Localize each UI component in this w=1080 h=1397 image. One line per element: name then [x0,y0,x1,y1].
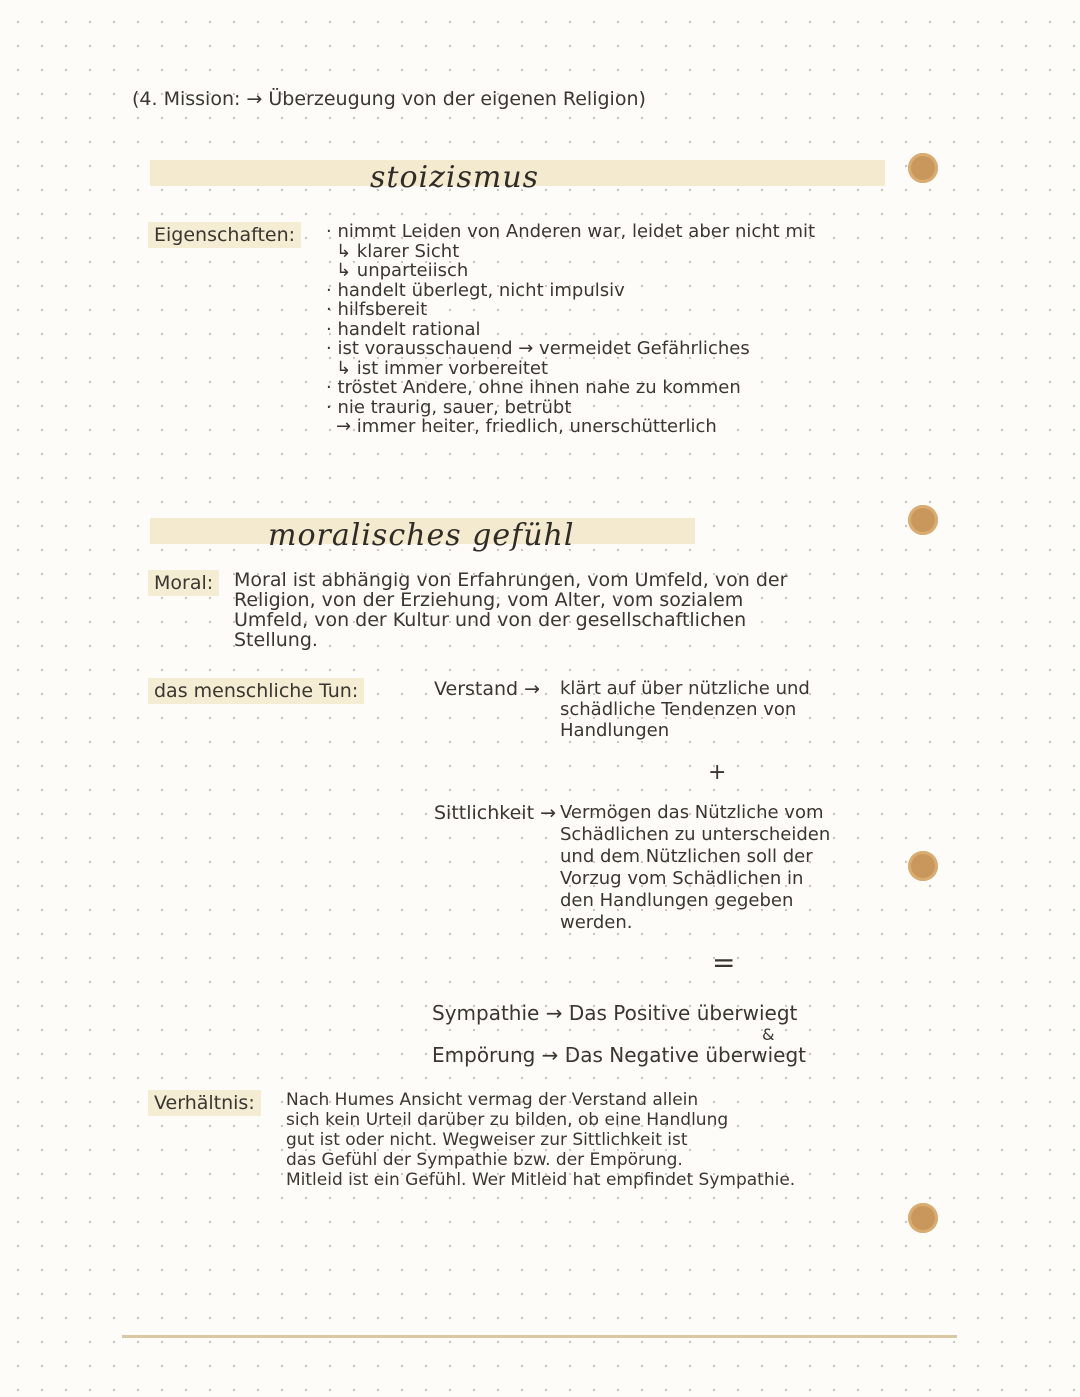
list-item: ↳ unparteiisch [336,260,469,281]
header-note-text: (4. Mission: → Überzeugung von der eigenen Religion) [132,88,646,110]
binder-hole-icon [908,505,938,535]
list-item: · nimmt Leiden von Anderen war, leidet aber nicht mit [326,221,816,242]
and-sign: & [762,1025,775,1044]
binder-hole-icon [908,1203,938,1233]
list-item: · ist vorausschauend → vermeidet Gefährliches [326,338,750,359]
verstand-line: schädliche Tendenzen von [560,699,797,720]
list-item: · hilfsbereit [326,299,428,320]
verhaeltnis-label: Verhältnis: [148,1090,261,1116]
list-item: ↳ ist immer vorbereitet [336,357,549,379]
moral-line: Stellung. [234,629,318,651]
verstand-text [560,678,810,741]
list-item: · tröstet Andere, ohne ihnen nahe zu kommen [326,377,741,398]
eigenschaften-list [326,222,815,437]
sittlichkeit-text [560,802,830,934]
moral-label: Moral: [148,570,219,596]
moral-line: Religion, von der Erziehung, vom Alter, vom sozialem [234,589,744,611]
verstand-line: klärt auf über nützliche und [560,678,810,699]
tun-label: das menschliche Tun: [148,678,364,704]
verhaeltnis-line: sich kein Urteil darüber zu bilden, ob eine Handlung [286,1110,729,1130]
verstand-line: Handlungen [560,720,670,741]
plus-sign: + [708,760,727,785]
list-item: · handelt rational [326,318,481,340]
section-title-stoizismus: stoizismus [370,160,540,195]
sittlichkeit-term: Sittlichkeit → [434,802,556,824]
sittlichkeit-line: Vermögen das Nützliche vom [560,802,824,823]
header-note [132,88,646,110]
list-item: · handelt überlegt, nicht impulsiv [326,279,625,301]
binder-hole-icon [908,153,938,183]
moral-line: Moral ist abhängig von Erfahrungen, vom Umfeld, von der [234,569,788,591]
moral-text [234,570,787,650]
sittlichkeit-line: werden. [560,912,633,933]
eigenschaften-label: Eigenschaften: [148,222,301,248]
verhaeltnis-line: Nach Humes Ansicht vermag der Verstand allein [286,1090,699,1110]
sympathie-line: Sympathie → Das Positive überwiegt [432,1001,798,1025]
list-item: → immer heiter, friedlich, unerschütterlich [336,416,717,437]
verhaeltnis-line: gut ist oder nicht. Wegweiser zur Sittlichkeit ist [286,1130,688,1150]
sittlichkeit-line: Schädlichen zu unterscheiden [560,824,831,845]
emporung-line: Empörung → Das Negative überwiegt [432,1043,806,1067]
moral-line: Umfeld, von der Kultur und von der gesellschaftlichen [234,609,747,631]
sittlichkeit-line: und dem Nützlichen soll der [560,846,813,867]
sittlichkeit-line: Vorzug vom Schädlichen in [560,868,804,889]
list-item: ↳ klarer Sicht [336,240,460,262]
sittlichkeit-line: den Handlungen gegeben [560,890,794,911]
verhaeltnis-line: Mitleid ist ein Gefühl. Wer Mitleid hat empfindet Sympathie. [286,1170,796,1190]
page-bottom-edge [122,1335,957,1338]
equals-sign: = [712,946,736,979]
verstand-term: Verstand → [434,678,541,700]
list-item: · nie traurig, sauer, betrübt [326,396,572,418]
binder-hole-icon [908,851,938,881]
verhaeltnis-line: das Gefühl der Sympathie bzw. der Empörung. [286,1150,683,1170]
verhaeltnis-text [286,1090,795,1190]
section-title-moralisches-gefuehl: moralisches gefühl [268,518,575,553]
